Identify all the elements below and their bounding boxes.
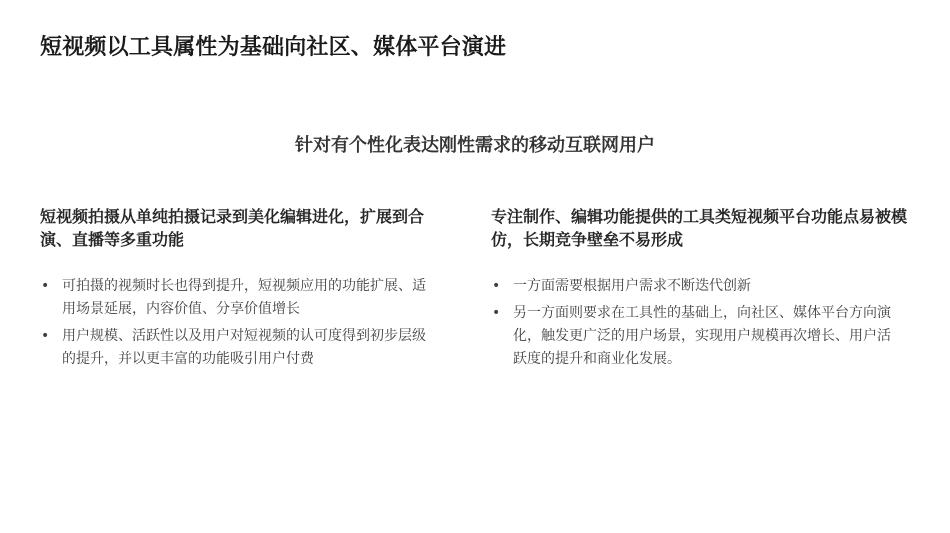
- right-bullet-item-1: [491, 275, 893, 298]
- right-bullet-text-1: 一方面需要根据用户需求不断迭代创新: [513, 278, 751, 294]
- left-column-heading: 短视频拍摄从单纯拍摄记录到美化编辑进化，扩展到合演、直播等多重功能: [40, 207, 425, 249]
- bullet-dot-icon: •: [41, 278, 50, 294]
- bullet-dot-icon: •: [41, 328, 50, 344]
- right-bullet-list: [491, 275, 911, 371]
- left-bullet-item-2: [40, 325, 437, 371]
- bullet-dot-icon: •: [492, 305, 501, 321]
- left-bullet-text-1: 可拍摄的视频时长也得到提升，短视频应用的功能扩展、适用场景延展，内容价值、分享价值增长: [62, 278, 426, 317]
- left-bullet-item-1: [40, 275, 437, 321]
- page-title: 短视频以工具属性为基础向社区、媒体平台演进: [40, 35, 507, 60]
- right-bullet-item-2: [491, 302, 893, 371]
- left-bullet-text-2: 用户规模、活跃性以及用户对短视频的认可度得到初步层级的提升，并以更丰富的功能吸引用户付费: [62, 328, 426, 367]
- left-column: [40, 205, 460, 375]
- subtitle: 针对有个性化表达刚性需求的移动互联网用户: [295, 135, 655, 156]
- right-column-heading: 专注制作、编辑功能提供的工具类短视频平台功能点易被模仿，长期竞争壁垒不易形成: [491, 207, 908, 249]
- bullet-dot-icon: •: [492, 278, 501, 294]
- right-bullet-text-2: 另一方面则要求在工具性的基础上，向社区、媒体平台方向演化，触发更广泛的用户场景，实现用户规模再次增长、用户活跃度的提升和商业化发展。: [513, 305, 891, 367]
- left-bullet-list: [40, 275, 460, 371]
- right-column: [491, 205, 911, 375]
